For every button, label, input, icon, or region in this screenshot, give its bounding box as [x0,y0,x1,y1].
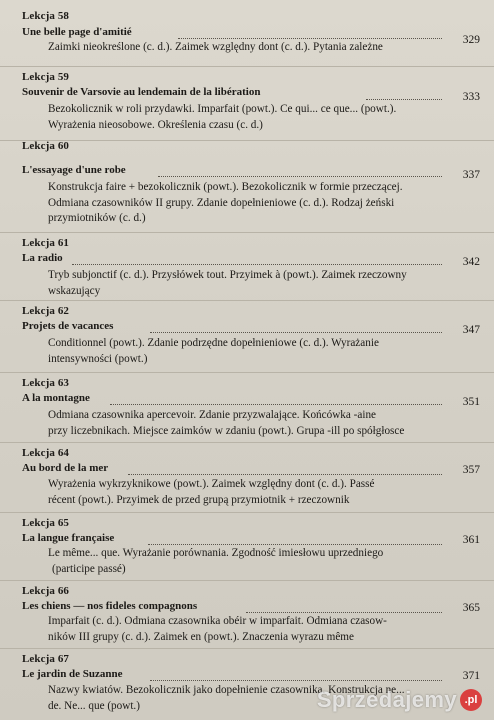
lesson-description [48,546,476,577]
page-number: 337 [462,169,480,181]
lesson-heading: Lekcja 60 [22,140,70,152]
description-line: Conditionnel (powt.). Zdanie podrzędne dopełnieniowe (c. d.). Wyrażanie [48,337,379,349]
description-line: de. Ne... que (powt.) [48,699,140,712]
lesson-63 [0,372,494,443]
dot-leader [158,176,442,177]
page-number: 365 [462,602,480,614]
lesson-title: A la montagne [22,392,90,404]
lesson-description [48,614,476,645]
description-line: Bezokolicznik w roli przydawki. Imparfait (powt.). Ce qui... ce que... (powt.). [48,103,397,115]
dot-leader [178,38,442,39]
description-line: Wyrażenia nieosobowe. Określenia czasu (c. d.) [48,118,263,131]
lesson-description [48,336,476,367]
page-number: 371 [462,670,480,682]
description-line: Wyrażenia wykrzyknikowe (powt.). Zaimek względny dont (c. d.). Passé [48,478,375,490]
lesson-heading: Lekcja 59 [22,71,70,83]
description-line: Odmiana czasownika apercevoir. Zdanie przyzwalające. Końcówka -aine [48,409,377,421]
dot-leader [72,264,442,265]
lesson-heading: Lekcja 63 [22,377,70,389]
description-line: récent (powt.). Przyimek de przed grupą przymiotnik + rzeczownik [48,493,350,506]
description-line: Odmiana czasowników II grupy. Zdanie dopełnieniowe (c. d.). Rodzaj żeński [48,196,395,209]
lesson-title: Une belle page d'amitié [22,26,132,38]
page-number: 361 [462,534,480,546]
lesson-description [48,477,476,508]
watermark-badge: .pl [460,689,482,711]
dot-leader [110,404,442,405]
page-number: 351 [462,396,480,408]
lesson-65 [0,512,494,581]
lesson-title: Souvenir de Varsovie au lendemain de la libération [22,86,261,98]
lesson-heading: Lekcja 67 [22,653,70,665]
page-number: 342 [462,256,480,268]
lesson-title: La langue française [22,532,115,544]
lesson-title: La radio [22,252,63,264]
dot-leader [246,612,442,613]
lesson-heading: Lekcja 66 [22,585,70,597]
lesson-description [48,683,476,714]
description-line: ników III grupy (c. d.). Zaimek en (powt.). Znaczenia wyrazu même [48,630,354,643]
description-line: przy liczebnikach. Miejsce zaimków w zdaniu (powt.). Grupa -ill po spółgłosce [48,424,405,437]
page-number: 347 [462,324,480,336]
lesson-58 [0,6,494,67]
description-line: intensywności (powt.) [48,352,148,365]
lesson-title: Les chiens — nos fideles compagnons [22,600,198,612]
lesson-61 [0,232,494,301]
description-line: Le même... que. Wyrażanie porównania. Zgodność imiesłowu uprzedniego [48,547,384,559]
lesson-description [48,40,476,56]
lesson-60 [0,140,494,233]
page-number: 333 [462,91,480,103]
dot-leader [150,680,442,681]
lesson-title: Au bord de la mer [22,462,109,474]
description-line: Zaimki nieokreślone (c. d.). Zaimek względny dont (c. d.). Pytania zależne [48,41,383,53]
lesson-description [48,268,476,299]
description-line: przymiotników (c. d.) [48,212,146,225]
description-line: Nazwy kwiatów. Bezokolicznik jako dopełnienie czasownika. Konstrukcja ne... [48,684,405,696]
lesson-heading: Lekcja 64 [22,447,70,459]
lesson-title: Projets de vacances [22,320,114,332]
lesson-66 [0,580,494,649]
lesson-heading: Lekcja 65 [22,517,70,529]
lesson-heading: Lekcja 61 [22,237,70,249]
lesson-67 [0,648,494,720]
page-number: 329 [462,34,480,46]
dot-leader [150,332,442,333]
description-line: Imparfait (c. d.). Odmiana czasownika obéir w imparfait. Odmiana czasow- [48,615,387,627]
page-number: 357 [462,464,480,476]
lesson-heading: Lekcja 58 [22,10,70,22]
lesson-59 [0,66,494,141]
dot-leader [148,544,442,545]
lesson-title: Le jardin de Suzanne [22,668,123,680]
lesson-title: L'essayage d'une robe [22,164,126,176]
lesson-description [48,102,476,133]
lesson-62 [0,300,494,373]
lesson-heading: Lekcja 62 [22,305,70,317]
dot-leader [128,474,442,475]
description-line: (participe passé) [52,562,126,575]
lesson-description [48,408,476,439]
dot-leader [366,99,442,100]
lesson-64 [0,442,494,513]
description-line: Tryb subjonctif (c. d.). Przysłówek tout. Przyimek à (powt.). Zaimek rzeczowny [48,269,407,281]
description-line: Konstrukcja faire + bezokolicznik (powt.). Bezokolicznik w formie przeczącej. [48,181,403,193]
description-line: wskazujący [48,284,101,297]
lesson-description [48,180,476,227]
watermark-text: Sprzedajemy [316,687,457,712]
